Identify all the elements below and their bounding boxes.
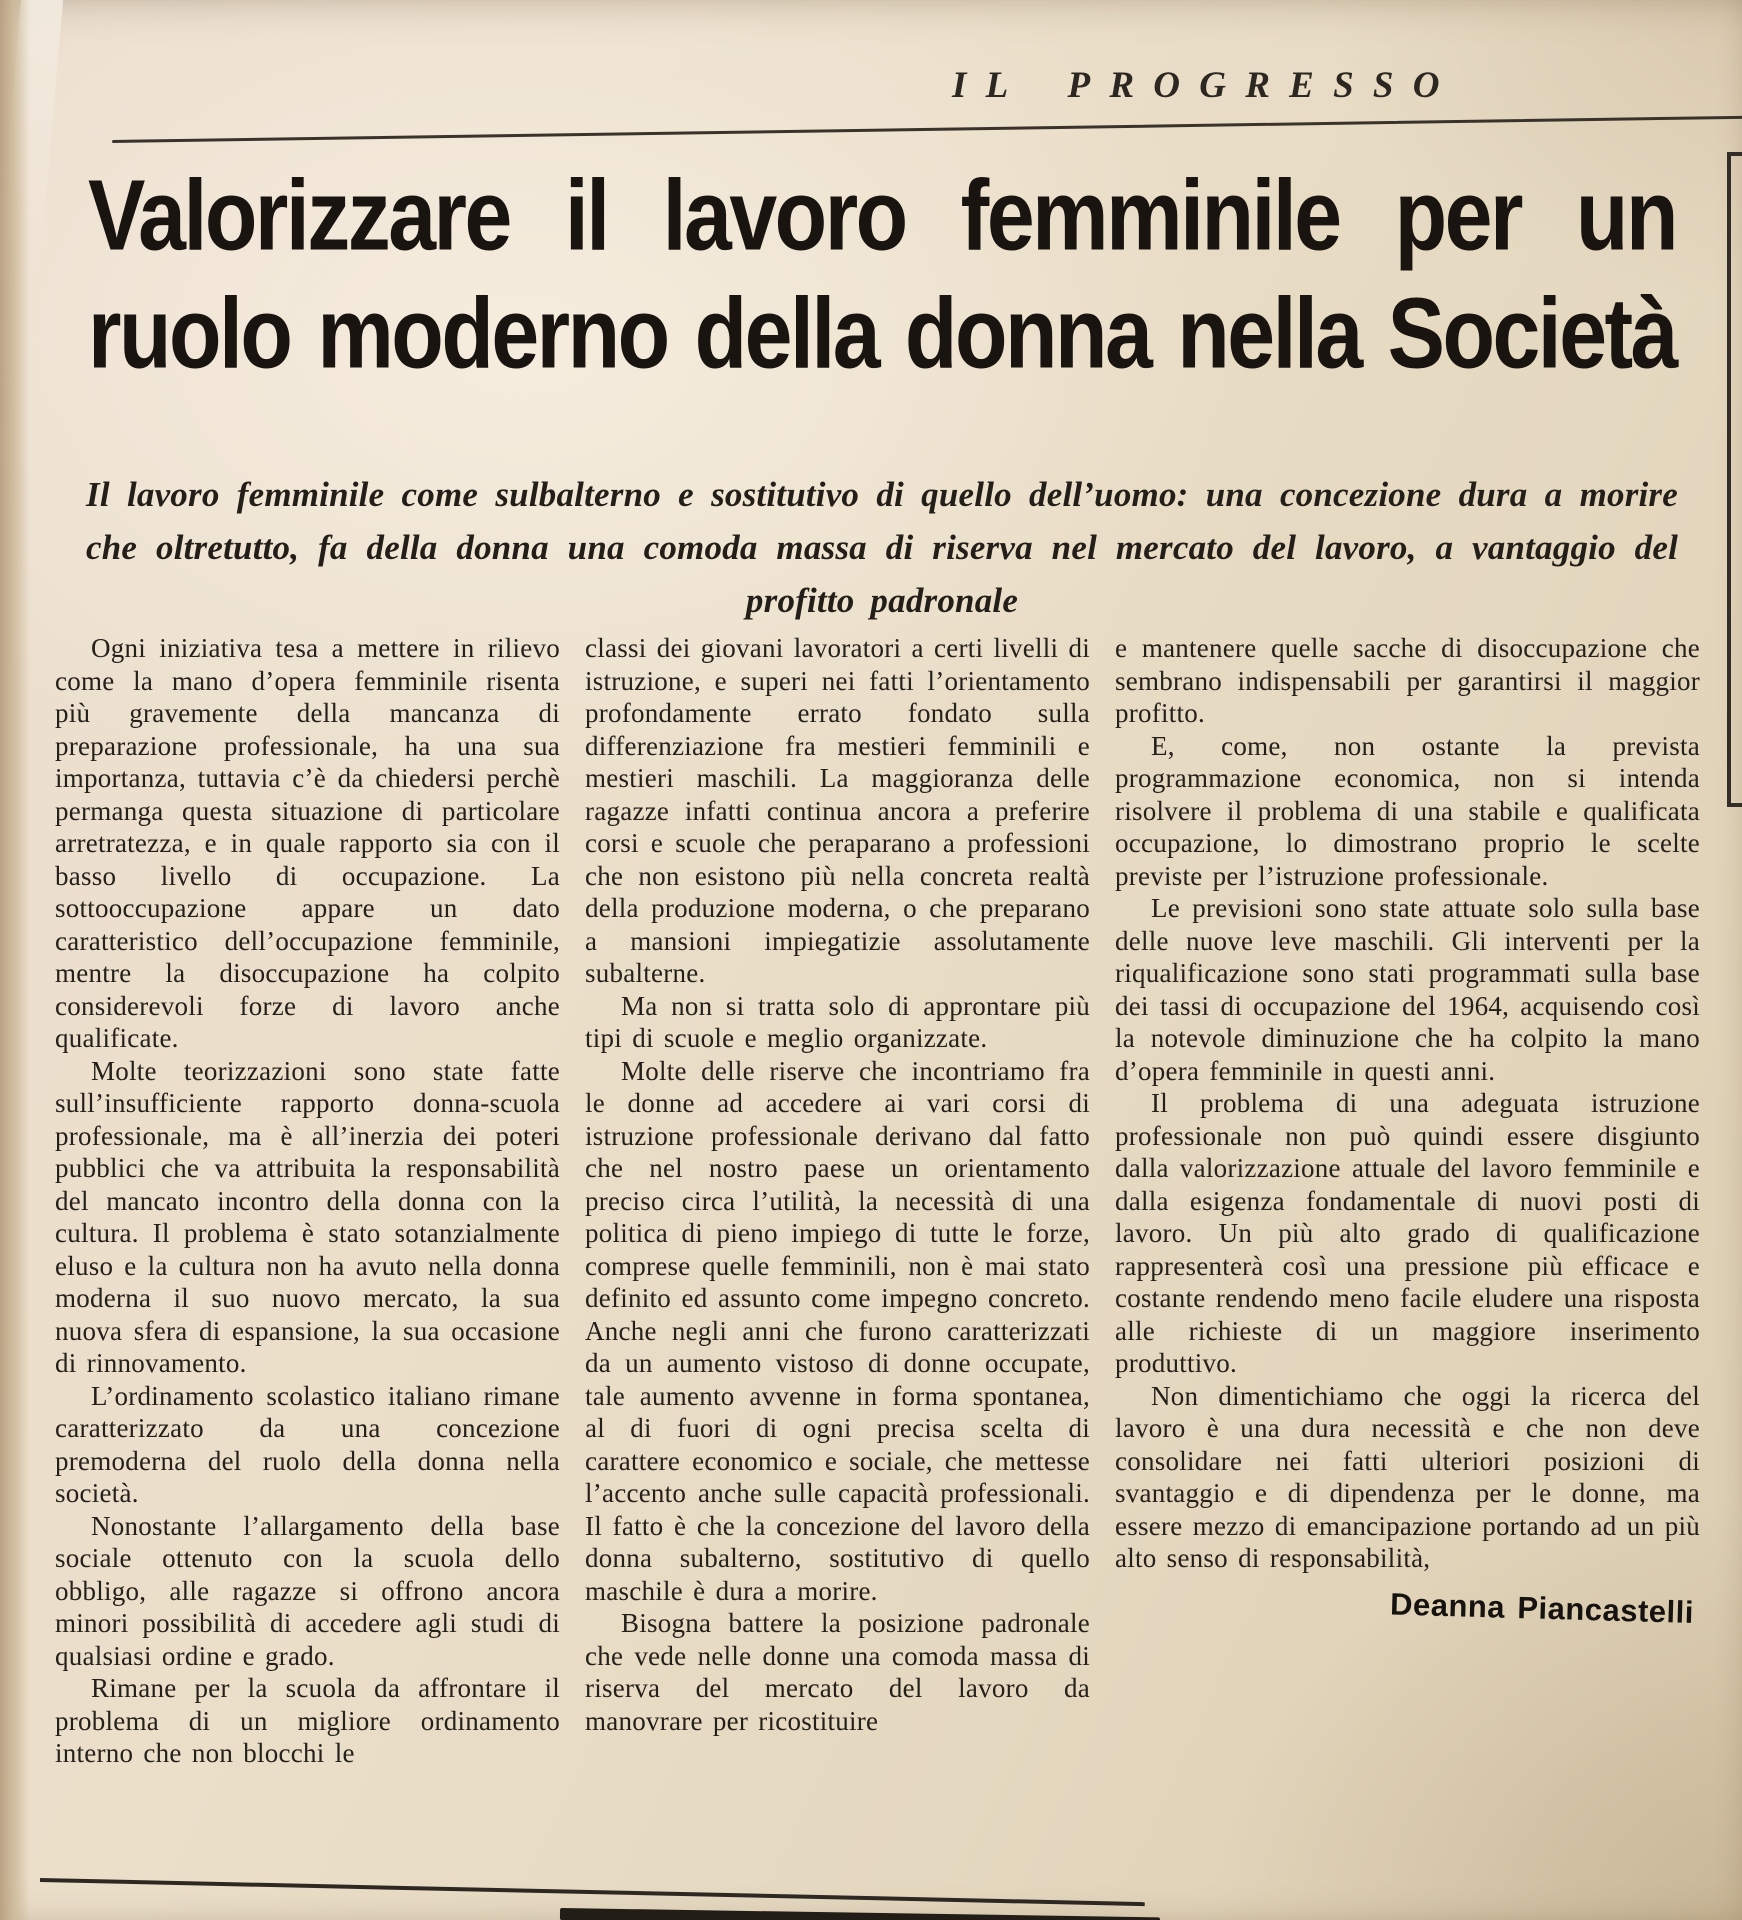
subhead: Il lavoro femminile come sulbalterno e sostitutivo di quello dell’uomo: una concezione dura a morire che oltretutto, fa della donna una comoda massa di riserva nel mercato del lavoro, a vantaggio del profitto padronale — [86, 475, 1678, 620]
body-paragraph: Bisogna battere la posizione padronale che vede nelle donne una comoda massa di riserva del mercato del lavoro da manovrare per ricostituire — [585, 1608, 1090, 1736]
body-paragraph: Molte teorizzazioni sono state fatte sull’insufficiente rapporto donna-scuola professionale, ma è all’inerzia dei poteri pubblici che va attribuita la responsabilità del mancato incontro della donna con la cultura. Il problema è stato sotanzialmente eluso e la cultura non ha avuto nella donna moderna il suo nuovo mercato, la sua nuova sfera di espansione, la sua occasione di rinnovamento. — [55, 1055, 560, 1378]
body-paragraph: Molte delle riserve che incontriamo fra le donne ad accedere ai vari corsi di istruzione professionale derivano dal fatto che nel nostro paese un orientamento preciso circa l’utilità, la necessità di una politica di pieno impiego di tutte le forze, comprese quelle femminili, non è mai stato definito ed assunto come impegno concreto. Anche negli anni che furono caratterizzati da un aumento vistoso di donne occupate, tale aumento avvenne in forma spontanea, al di fuori di ogni precisa scelta di carattere economico e sociale, che mettesse l’accento anche sulle capacità professionali. Il fatto è che la concezione del lavoro della donna subalterno, sostitutivo di quello maschile è dura a morire. — [585, 1055, 1090, 1606]
masthead: IL PROGRESSO — [952, 65, 1459, 106]
bottom-page-band — [560, 1908, 1160, 1920]
masthead-rule — [112, 116, 1742, 143]
body-paragraph: e mantenere quelle sacche di disoccupazione che sembrano indispensabili per garantirsi il maggior profitto. — [1115, 633, 1700, 728]
body-paragraph: Ogni iniziativa tesa a mettere in rilievo come la mano d’opera femminile risenta più gravemente della mancanza di preparazione professionale, ha una sua importanza, tuttavia c’è da chiedersi perchè permanga questa situazione di particolare arretratezza, e in quale rapporto sia con il basso livello di occupazione. La sottooccupazione appare un dato caratteristico dell’occupazione femminile, mentre la disoccupazione ha colpito considerevoli forze di lavoro anche qualificate. — [55, 633, 560, 1053]
right-rule-top-tick — [1727, 152, 1742, 156]
headline — [88, 158, 1676, 394]
body-paragraph: Il problema di una adeguata istruzione professionale non può quindi essere disgiunto dalla valorizzazione attuale del lavoro femminile e dalla esigenza fondamentale di nuovi posti di lavoro. Un più alto grado di qualificazione rappresenterà così una pressione più efficace e costante rendendo meno facile eludere una risposta alle richieste di un maggiore inserimento produttivo. — [1115, 1088, 1700, 1378]
right-vertical-rule — [1727, 152, 1731, 807]
page-left-edge — [0, 0, 30, 1920]
column-3 — [1115, 632, 1700, 1770]
body-paragraph: Nonostante l’allargamento della base sociale ottenuto con la scuola dello obbligo, alle ragazze si offrono ancora minori possibilità di accedere agli studi di qualsiasi ordine e grado. — [55, 1510, 560, 1671]
right-rule-bottom-tick — [1727, 803, 1742, 807]
body-paragraph: Non dimentichiamo che oggi la ricerca del lavoro è una dura necessità e che non deve consolidare nei fatti ulteriori posizioni di svantaggio e di dipendenza per le donne, ma essere mezzo di emancipazione portando ad un più alto senso di responsabilità, — [1115, 1380, 1700, 1573]
body-paragraph: Rimane per la scuola da affrontare il problema di un migliore ordinamento interno che non blocchi le — [55, 1673, 560, 1768]
headline-line-2: ruolo moderno della donna nella Società — [88, 278, 1676, 390]
byline: Deanna Piancastelli — [1389, 1586, 1695, 1630]
column-1 — [55, 632, 560, 1770]
bottom-rule — [40, 1878, 1145, 1906]
body-paragraph: E, come, non ostante la prevista programmazione economica, non si intenda risolvere il problema di una stabile e qualificata occupazione, lo dimostrano proprio le scelte previste per l’istruzione professionale. — [1115, 730, 1700, 891]
body-paragraph: classi dei giovani lavoratori a certi livelli di istruzione, e superi nei fatti l’orientamento profondamente errato fondato sulla differenziazione fra mestieri femminili e mestieri maschili. La maggioranza delle ragazze infatti continua ancora a preferire corsi e scuole che peraparano a professioni che non esistono più nella concreta realtà della produzione moderna, o che preparano a mansioni impiegatizie assolutamente subalterne. — [585, 633, 1090, 988]
body-paragraph: Le previsioni sono state attuate solo sulla base delle nuove leve maschili. Gli interventi per la riqualificazione sono stati programmati sulla base dei tassi di occupazione del 1964, acquisendo così la notevole diminuzione che ha colpito la mano d’opera femminile in questi anni. — [1115, 893, 1700, 1086]
headline-line-1: Valorizzare il lavoro femminile per un — [88, 160, 1676, 272]
article-columns — [55, 632, 1700, 1770]
body-paragraph: Ma non si tratta solo di approntare più tipi di scuole e meglio organizzate. — [585, 990, 1090, 1053]
column-2 — [585, 632, 1090, 1770]
body-paragraph: L’ordinamento scolastico italiano rimane caratterizzato da una concezione premoderna del ruolo della donna nella società. — [55, 1380, 560, 1508]
